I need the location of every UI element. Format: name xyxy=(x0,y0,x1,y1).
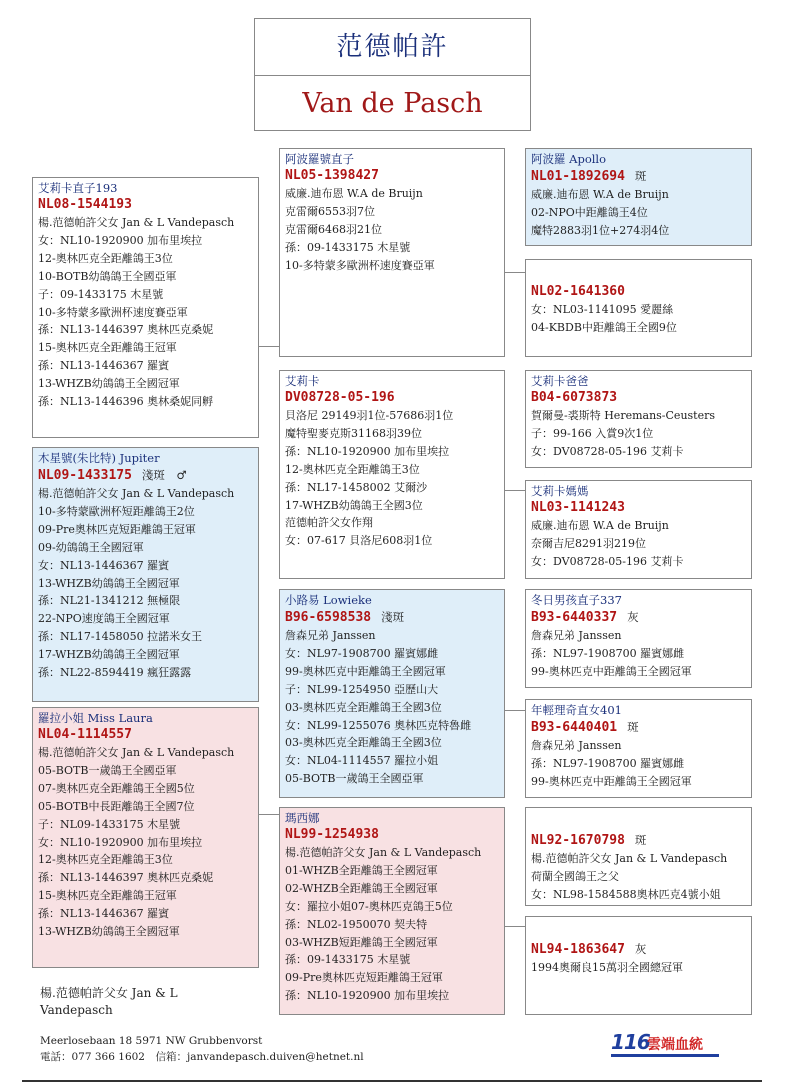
detail-line: 03-奧林匹克全距離鴿王全國3位 xyxy=(285,700,442,714)
detail-line: 孫：NL10-1920900 加布里埃拉 xyxy=(285,444,450,458)
detail-line: 09-幼鴿鴿王全國冠軍 xyxy=(38,540,144,554)
detail-line: 女：DV08728-05-196 艾莉卡 xyxy=(531,444,684,458)
detail-line: 威廉.迪布恩 W.A de Bruijn xyxy=(285,187,423,200)
detail-line: 17-WHZB幼鴿鴿王全國3位 xyxy=(285,498,423,512)
feather-color: 灰 xyxy=(627,610,639,624)
sire-dam-card xyxy=(279,370,505,579)
pigeon-details xyxy=(38,214,254,411)
detail-line: 孫：NL10-1920900 加布里埃拉 xyxy=(285,989,450,1003)
detail-line: 女：NL04-1114557 羅拉小姐 xyxy=(285,754,439,768)
title-box xyxy=(254,18,531,131)
detail-line: 孫：NL02-1950070 契夫特 xyxy=(285,917,428,931)
ring-number: B93-6440337 xyxy=(531,610,618,625)
detail-line: 22-NPO速度鴿王全國冠軍 xyxy=(38,612,170,626)
detail-line: 13-WHZB幼鴿鴿王全國冠軍 xyxy=(38,925,180,939)
feather-color: 斑 xyxy=(634,169,647,183)
detail-line: 13-WHZB幼鴿鴿王全國冠軍 xyxy=(38,377,180,391)
detail-line: 13-WHZB幼鴿鴿王全國冠軍 xyxy=(38,576,180,590)
detail-line: 12-奧林匹克全距離鴿王3位 xyxy=(285,462,420,476)
logo-underline xyxy=(611,1054,719,1057)
detail-line: 奈爾吉尼8291羽219位 xyxy=(531,536,646,550)
detail-line: 07-奧林匹克全距離鴿王全國5位 xyxy=(38,781,195,795)
brand-logo xyxy=(611,1030,721,1056)
pigeon-name: 木星號(朱比特) Jupiter xyxy=(38,451,160,465)
detail-line: 10-BOTB幼鴿鴿王全國亞軍 xyxy=(38,269,177,283)
detail-line: 孫：NL17-1458050 拉諾米女王 xyxy=(38,630,203,644)
pigeon-details xyxy=(38,744,254,941)
title-english: Van de Pasch xyxy=(302,88,483,119)
detail-line: 孫：NL13-1446396 奧林桑妮同孵 xyxy=(38,395,214,409)
ring-number: NL05-1398427 xyxy=(285,168,379,183)
pigeon-name: 艾莉卡直子193 xyxy=(38,181,118,195)
detail-line: 女：07-617 貝洛尼608羽1位 xyxy=(285,534,433,548)
detail-line: 魔特2883羽1位+274羽4位 xyxy=(531,223,670,237)
ring-number: NL99-1254938 xyxy=(285,827,379,842)
detail-line: 15-奧林匹克全距離鴿王冠軍 xyxy=(38,341,177,355)
pigeon-details xyxy=(531,186,747,240)
connector-sd-sdd xyxy=(503,490,525,491)
feather-color: 灰 xyxy=(634,942,647,956)
pigeon-details xyxy=(531,737,747,791)
sire-sire-card xyxy=(279,148,505,357)
detail-line: 詹森兄弟 Janssen xyxy=(531,739,622,752)
dds-card xyxy=(525,807,752,906)
detail-line: 02-NPO中距離鴿王4位 xyxy=(531,205,648,219)
detail-line: 女：NL10-1920900 加布里埃拉 xyxy=(38,233,203,247)
detail-line: 子：NL99-1254950 亞歷山大 xyxy=(285,682,439,696)
ring-number: NL01-1892694 xyxy=(531,169,625,184)
detail-line: 威廉.迪布恩 W.A de Bruijn xyxy=(531,188,669,201)
sire-card xyxy=(32,447,259,702)
pigeon-name: 艾莉卡爸爸 xyxy=(531,374,589,388)
detail-line: 孫：NL13-1446367 羅賓 xyxy=(38,359,170,373)
detail-line: 12-奧林匹克全距離鴿王3位 xyxy=(38,853,173,867)
detail-line: 女：NL99-1255076 奧林匹克特魯雌 xyxy=(285,718,472,732)
detail-line: 孫：NL13-1446367 羅賓 xyxy=(38,907,170,921)
pigeon-name: 羅拉小姐 Miss Laura xyxy=(38,711,153,725)
detail-line: 克雷爾6468羽21位 xyxy=(285,222,382,236)
main-pigeon-card xyxy=(32,177,259,438)
detail-line: 賀爾曼-裘斯特 Heremans-Ceusters xyxy=(531,409,716,422)
detail-line: 17-WHZB幼鴿鴿王全國冠軍 xyxy=(38,648,180,662)
ddd-card xyxy=(525,916,752,1015)
detail-line: 楊.范德帕許父女 Jan & L Vandepasch xyxy=(285,846,482,859)
detail-line: 子：99-166 入賞9次1位 xyxy=(531,426,654,440)
detail-line: 女：NL13-1446367 羅賓 xyxy=(38,558,170,572)
detail-line: 01-WHZB全距離鴿王全國冠軍 xyxy=(285,863,438,877)
detail-line: 12-奧林匹克全距離鴿王3位 xyxy=(38,251,173,265)
pigeon-name: 艾莉卡 xyxy=(285,374,320,388)
dss-card xyxy=(525,589,752,688)
detail-line: 貝洛尼 29149羽1位-57686羽1位 xyxy=(285,409,454,422)
ring-number: NL04-1114557 xyxy=(38,727,132,742)
ssd-card xyxy=(525,259,752,357)
pigeon-details xyxy=(531,517,747,571)
detail-line: 女：NL10-1920900 加布里埃拉 xyxy=(38,835,203,849)
detail-line: 04-KBDB中距離鴿王全國9位 xyxy=(531,320,677,334)
detail-line: 05-BOTB一歲鴿王全國亞軍 xyxy=(38,763,177,777)
sdd-card xyxy=(525,480,752,579)
ring-number: B04-6073873 xyxy=(531,390,618,405)
detail-line: 女：羅拉小姐07-奧林匹克鴿王5位 xyxy=(285,899,453,913)
detail-line: 孫：NL13-1446397 奧林匹克桑妮 xyxy=(38,871,214,885)
dam-card xyxy=(32,707,259,968)
ring-number: DV08728-05-196 xyxy=(285,390,395,405)
pigeon-name: 小路易 Lowieke xyxy=(285,593,372,607)
pigeon-details xyxy=(285,185,500,275)
detail-line: 范德帕許父女作翔 xyxy=(285,516,373,530)
feather-color: 斑 xyxy=(634,833,647,847)
ring-number: B93-6440401 xyxy=(531,720,618,735)
connector-dd-ddd xyxy=(503,926,525,927)
dam-dam-card xyxy=(279,807,505,1015)
detail-line: 荷蘭全國鴿王之父 xyxy=(531,869,619,883)
detail-line: 楊.范德帕許父女 Jan & L Vandepasch xyxy=(38,746,235,759)
detail-line: 10-多特蒙多歐洲杯速度賽亞軍 xyxy=(38,305,188,319)
detail-line: 99-奧林匹克中距離鴿王全國冠軍 xyxy=(531,774,692,788)
pigeon-name: 阿波羅 Apollo xyxy=(531,152,607,166)
pigeon-name: 年輕理奇直女401 xyxy=(531,703,622,717)
ring-number: B96-6598538 xyxy=(285,610,372,625)
ring-number: NL03-1141243 xyxy=(531,500,625,515)
pigeon-details xyxy=(285,407,500,550)
pigeon-details xyxy=(531,627,747,681)
ring-number: NL02-1641360 xyxy=(531,284,625,299)
detail-line: 02-WHZB全距離鴿王全國冠軍 xyxy=(285,881,438,895)
feather-color: 淺斑 xyxy=(381,610,405,624)
detail-line: 05-BOTB中長距離鴿王全國7位 xyxy=(38,799,195,813)
detail-line: 孫：09-1433175 木星號 xyxy=(285,240,411,254)
pigeon-name: 瑪西娜 xyxy=(285,811,320,825)
ring-number: NL94-1863647 xyxy=(531,942,625,957)
detail-line: 女：NL98-1584588奧林匹克4號小姐 xyxy=(531,887,721,901)
owner-contact: 電話：077 366 1602 信箱：janvandepasch.duiven@hetnet.nl xyxy=(40,1051,364,1063)
detail-line: 威廉.迪布恩 W.A de Bruijn xyxy=(531,519,669,532)
pigeon-details xyxy=(531,850,747,904)
detail-line: 子：NL09-1433175 木星號 xyxy=(38,817,181,831)
feather-color: 淺斑 ♂ xyxy=(141,468,187,482)
pigeon-details xyxy=(531,959,747,977)
detail-line: 孫：NL97-1908700 羅賓娜雌 xyxy=(531,756,685,770)
detail-line: 03-奧林匹克全距離鴿王全國3位 xyxy=(285,736,442,750)
connector-ss-ssd xyxy=(503,272,525,273)
pigeon-details xyxy=(531,407,747,461)
detail-line: 10-多特蒙歐洲杯短距離鴿王2位 xyxy=(38,504,195,518)
sss-card xyxy=(525,148,752,246)
detail-line: 10-多特蒙多歐洲杯速度賽亞軍 xyxy=(285,258,435,272)
detail-line: 楊.范德帕許父女 Jan & L Vandepasch xyxy=(38,487,235,500)
detail-line: 99-奧林匹克中距離鴿王全國冠軍 xyxy=(285,664,446,678)
pigeon-details xyxy=(38,485,254,682)
detail-line: 魔特聖麥克斯31168羽39位 xyxy=(285,426,422,440)
ring-number: NL92-1670798 xyxy=(531,833,625,848)
detail-line: 女：NL97-1908700 羅賓娜雌 xyxy=(285,646,439,660)
dsd-card xyxy=(525,699,752,798)
detail-line: 孫：NL13-1446397 奧林匹克桑妮 xyxy=(38,323,214,337)
owner-address: Meerlosebaan 18 5971 NW Grubbenvorst xyxy=(40,1035,263,1047)
detail-line: 05-BOTB一歲鴿王全國亞軍 xyxy=(285,772,424,786)
title-chinese: 范德帕許 xyxy=(255,19,530,76)
detail-line: 1994奧爾良15萬羽全國總冠軍 xyxy=(531,961,683,974)
pigeon-details xyxy=(285,844,500,1005)
detail-line: 09-Pre奧林匹克短距離鴿王冠軍 xyxy=(285,971,443,985)
ring-number: NL08-1544193 xyxy=(38,197,132,212)
detail-line: 女：NL03-1141095 愛麗絲 xyxy=(531,303,674,316)
detail-line: 子：09-1433175 木星號 xyxy=(38,287,164,301)
detail-line: 女：DV08728-05-196 艾莉卡 xyxy=(531,554,684,568)
footer-divider xyxy=(22,1080,762,1082)
detail-line: 楊.范德帕許父女 Jan & L Vandepasch xyxy=(38,216,235,229)
pigeon-details xyxy=(531,301,747,337)
owner-name: 楊.范德帕許父女 Jan & L Vandepasch xyxy=(40,986,178,1017)
pigeon-name: 艾莉卡媽媽 xyxy=(531,484,589,498)
logo-text: 雲端血統 xyxy=(647,1037,703,1053)
detail-line: 詹森兄弟 Janssen xyxy=(531,629,622,642)
ring-number: NL09-1433175 xyxy=(38,468,132,483)
detail-line: 克雷爾6553羽7位 xyxy=(285,204,375,218)
pigeon-name: 冬日男孩直子337 xyxy=(531,593,622,607)
logo-number: 116 xyxy=(611,1030,650,1054)
detail-line: 03-WHZB短距離鴿王全國冠軍 xyxy=(285,935,438,949)
detail-line: 99-奧林匹克中距離鴿王全國冠軍 xyxy=(531,664,692,678)
detail-line: 孫：NL97-1908700 羅賓娜雌 xyxy=(531,646,685,660)
detail-line: 09-Pre奧林匹克短距離鴿王冠軍 xyxy=(38,522,196,536)
pigeon-name: 阿波羅號直子 xyxy=(285,152,354,166)
detail-line: 詹森兄弟 Janssen xyxy=(285,629,376,642)
dam-sire-card xyxy=(279,589,505,798)
detail-line: 孫：NL17-1458002 艾爾沙 xyxy=(285,480,428,494)
connector-ds-dsd xyxy=(503,710,525,711)
detail-line: 楊.范德帕許父女 Jan & L Vandepasch xyxy=(531,852,728,865)
sds-card xyxy=(525,370,752,468)
pigeon-details xyxy=(285,627,500,788)
detail-line: 孫：NL22-8594419 瘋狂露露 xyxy=(38,666,192,680)
feather-color: 斑 xyxy=(627,720,639,734)
detail-line: 15-奧林匹克全距離鴿王冠軍 xyxy=(38,889,177,903)
detail-line: 孫：NL21-1341212 無極限 xyxy=(38,594,181,608)
detail-line: 孫：09-1433175 木星號 xyxy=(285,953,411,967)
